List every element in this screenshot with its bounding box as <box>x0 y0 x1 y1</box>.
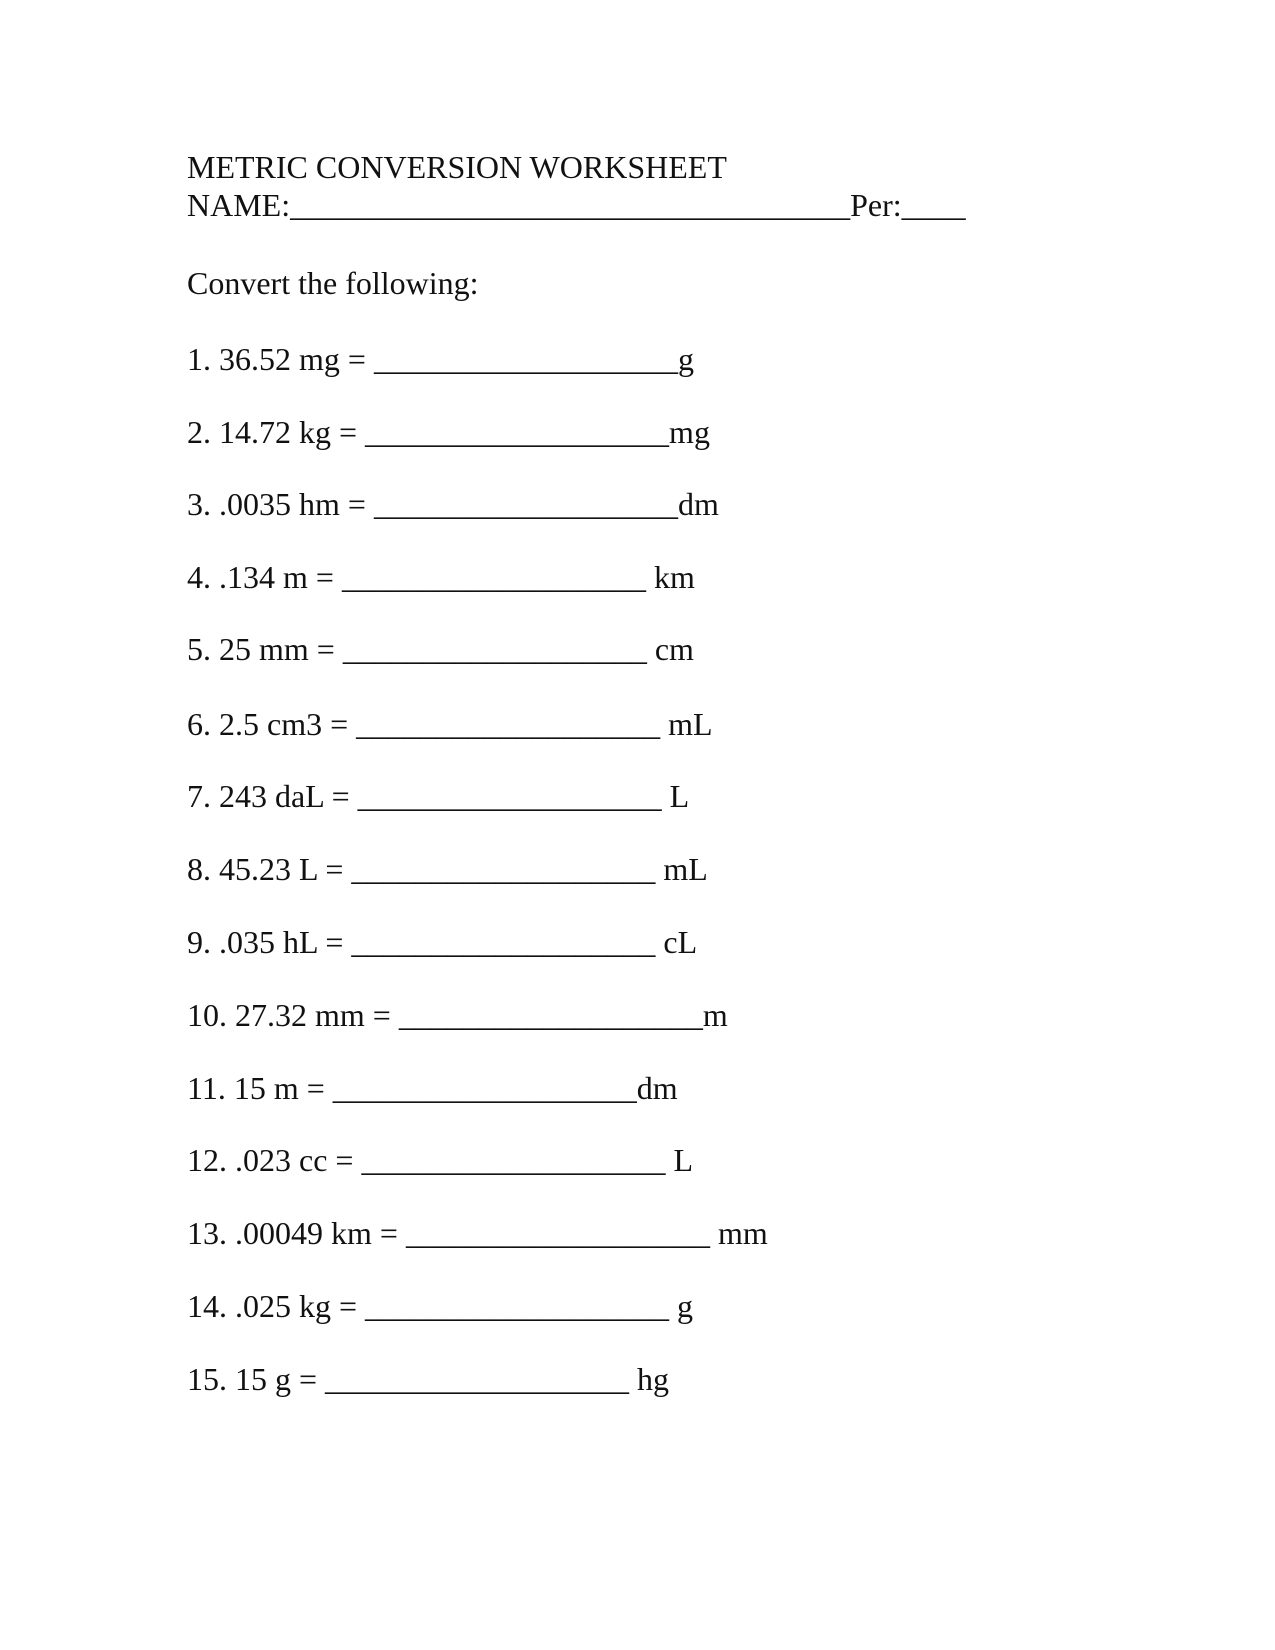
problem-13: 13. .00049 km = ___________________ mm <box>187 1215 768 1251</box>
problem-5: 5. 25 mm = ___________________ cm <box>187 631 694 667</box>
problem-2: 2. 14.72 kg = ___________________mg <box>187 414 710 450</box>
name-blank: ___________________________________ <box>290 187 851 223</box>
problem-3: 3. .0035 hm = ___________________dm <box>187 486 719 522</box>
problem-14: 14. .025 kg = ___________________ g <box>187 1288 694 1324</box>
problem-9: 9. .035 hL = ___________________ cL <box>187 924 698 960</box>
worksheet-title: METRIC CONVERSION WORKSHEET <box>187 149 727 185</box>
problem-1: 1. 36.52 mg = ___________________g <box>187 341 694 377</box>
problem-7: 7. 243 daL = ___________________ L <box>187 778 690 814</box>
instructions: Convert the following: <box>187 265 479 301</box>
problem-6: 6. 2.5 cm3 = ___________________ mL <box>187 706 713 742</box>
problem-15: 15. 15 g = ___________________ hg <box>187 1361 670 1397</box>
period-label: Per: <box>850 187 902 223</box>
name-label: NAME: <box>187 187 291 223</box>
problem-10: 10. 27.32 mm = ___________________m <box>187 997 728 1033</box>
period-blank: ____ <box>901 187 966 223</box>
name-period-row <box>187 186 966 224</box>
problem-12: 12. .023 cc = ___________________ L <box>187 1142 693 1178</box>
problem-11: 11. 15 m = ___________________dm <box>187 1070 678 1106</box>
problem-4: 4. .134 m = ___________________ km <box>187 559 695 595</box>
problem-8: 8. 45.23 L = ___________________ mL <box>187 851 708 887</box>
